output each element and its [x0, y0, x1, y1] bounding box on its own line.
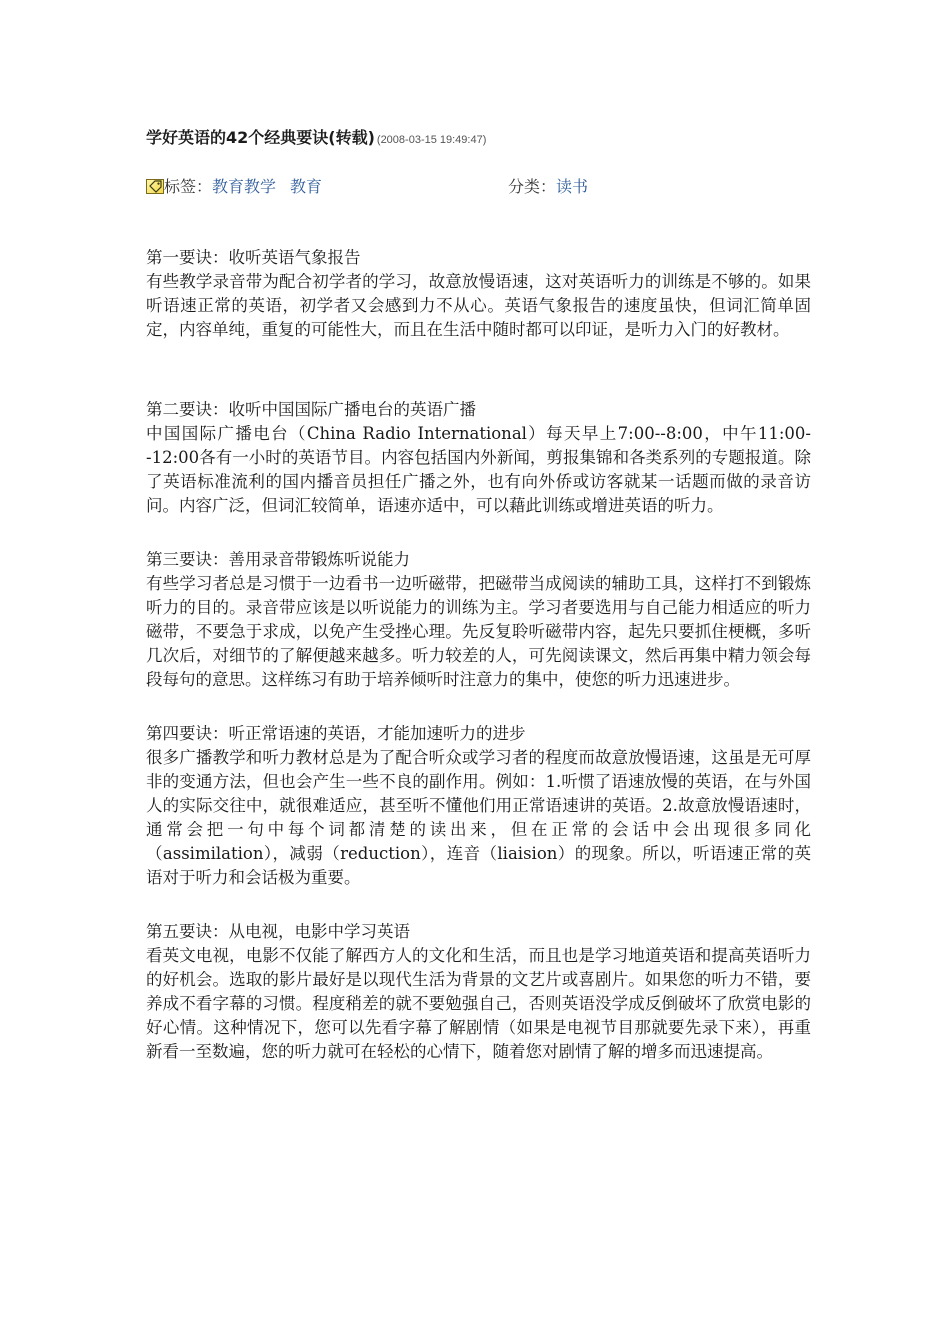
article-title: 学好英语的42个经典要诀(转载)	[146, 128, 375, 147]
article-meta	[146, 174, 811, 196]
section-body: 看英文电视，电影不仅能了解西方人的文化和生活，而且也是学习地道英语和提高英语听力的好机会。选取的影片最好是以现代生活为背景的文艺片或喜剧片。如果您的听力不错，要养成不看字幕的习惯。程度稍差的就不要勉强自己，否则英语没学成反倒破坏了欣赏电影的好心情。这种情况下，您可以先看字幕了解剧情（如果是电视节目那就要先录下来），再重新看一至数遍，您的听力就可在轻松的心情下，随着您对剧情了解的增多而迅速提高。	[146, 946, 811, 1061]
tag-link-education[interactable]: 教育	[290, 177, 323, 196]
section-2	[146, 398, 811, 518]
tag-link-education-teaching[interactable]: 教育教学	[212, 177, 277, 196]
category-link-reading[interactable]: 读书	[556, 177, 589, 196]
section-heading: 第三要诀：善用录音带锻炼听说能力	[146, 550, 410, 569]
section-heading: 第一要诀：收听英语气象报告	[146, 248, 361, 267]
section-3	[146, 548, 811, 692]
category-label: 分类：	[508, 177, 557, 196]
section-body: 有些教学录音带为配合初学者的学习，故意放慢语速，这对英语听力的训练是不够的。如果听语速正常的英语，初学者又会感到力不从心。英语气象报告的速度虽快，但词汇简单固定，内容单纯，重复的可能性大，而且在生活中随时都可以印证，是听力入门的好教材。	[146, 272, 811, 339]
section-heading: 第五要诀：从电视，电影中学习英语	[146, 922, 410, 941]
article-date: (2008-03-15 19:49:47)	[376, 134, 487, 146]
section-body: 中国国际广播电台（China Radio International）每天早上7:00--8:00，中午11:00--12:00各有一小时的英语节目。内容包括国内外新闻，剪报集锦和各类系列的专题报道。除了英语标准流利的国内播音员担任广播之外，也有向外侨或访客就某一话题而做的录音访问。内容广泛，但词汇较简单，语速亦适中，可以藉此训练或增进英语的听力。	[146, 424, 811, 515]
category	[508, 174, 588, 197]
section-body: 有些学习者总是习惯于一边看书一边听磁带，把磁带当成阅读的辅助工具，这样打不到锻炼听力的目的。录音带应该是以听说能力的训练为主。学习者要选用与自己能力相适应的听力磁带，不要急于求成，以免产生受挫心理。先反复聆听磁带内容，起先只要抓住梗概，多听几次后，对细节的了解便越来越多。听力较差的人，可先阅读课文，然后再集中精力领会每段每句的意思。这样练习有助于培养倾听时注意力的集中，使您的听力迅速进步。	[146, 574, 811, 689]
section-4	[146, 722, 811, 890]
tag-label: 标签：	[164, 177, 213, 196]
section-1	[146, 246, 811, 342]
article-title-line	[146, 125, 486, 148]
section-heading: 第二要诀：收听中国国际广播电台的英语广播	[146, 400, 476, 419]
tag-icon	[146, 179, 164, 194]
section-5	[146, 920, 811, 1064]
article-content	[146, 246, 811, 1094]
section-heading: 第四要诀：听正常语速的英语，才能加速听力的进步	[146, 724, 526, 743]
section-body: 很多广播教学和听力教材总是为了配合听众或学习者的程度而故意放慢语速，这虽是无可厚非的变通方法，但也会产生一些不良的副作用。例如：1.听惯了语速放慢的英语，在与外国人的实际交往中，就很难适应，甚至听不懂他们用正常语速讲的英语。2.故意放慢语速时，通常会把一句中每个词都清楚的读出来，但在正常的会话中会出现很多同化（assimilation），减弱（reduction），连音（liaision）的现象。所以，听语速正常的英语对于听力和会话极为重要。	[146, 748, 811, 887]
